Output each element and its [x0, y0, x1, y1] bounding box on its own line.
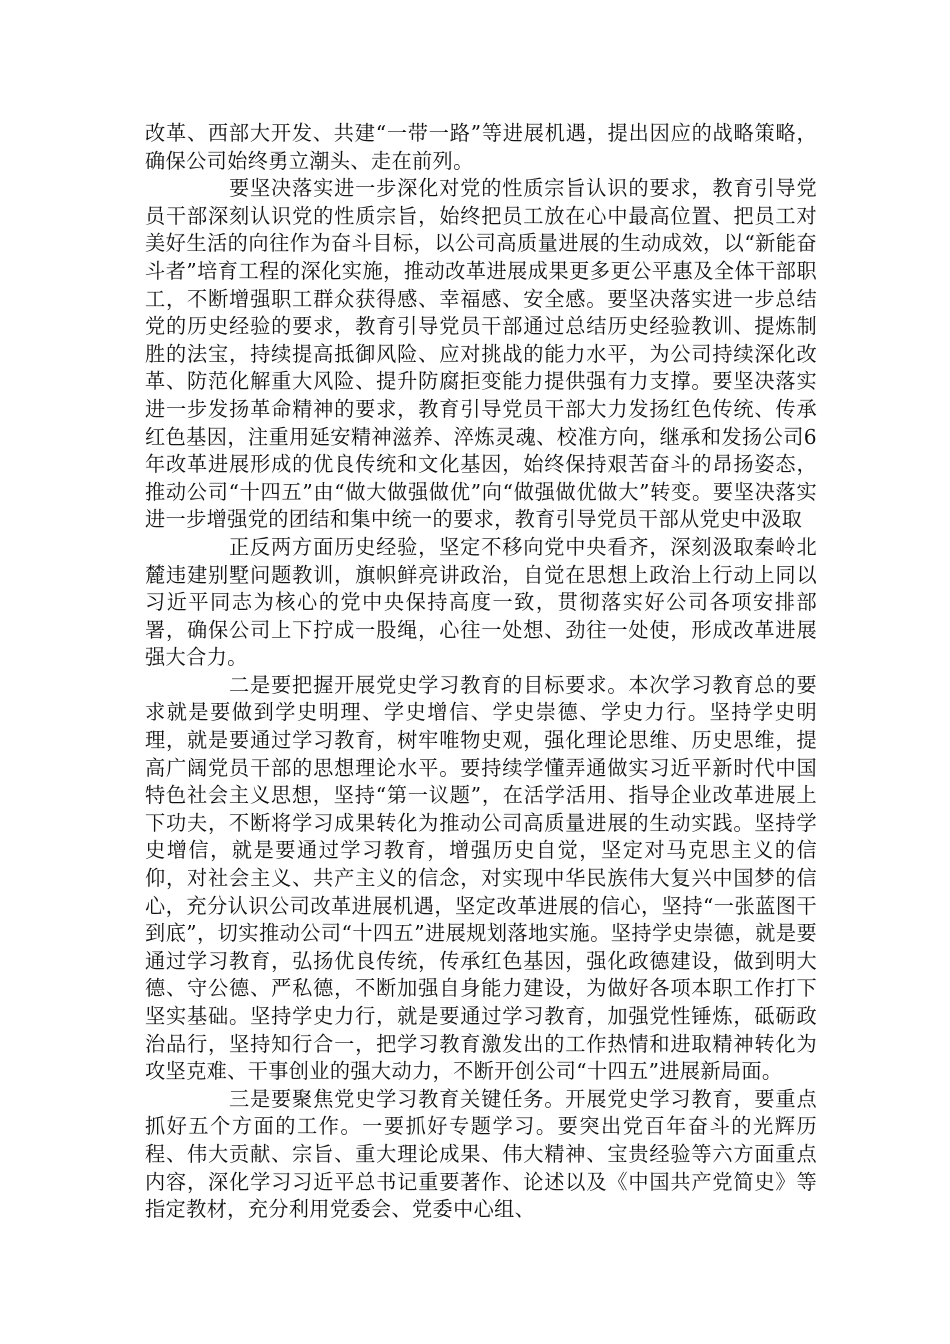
- paragraph-2: 要坚决落实进一步深化对党的性质宗旨认识的要求，教育引导党员干部深刻认识党的性质宗旨，始终把员工放在心中最高位置、把员工对美好生活的向往作为奋斗目标，以公司高质量进展的生动成效，以“新能奋斗者”培育工程的深化实施，推动改革进展成果更多更公平惠及全体干部职工，不断增强职工群众获得感、幸福感、安全感。要坚决落实进一步总结党的历史经验的要求，教育引导党员干部通过总结历史经验教训、提炼制胜的法宝，持续提高抵御风险、应对挑战的能力水平，为公司持续深化改革、防范化解重大风险、提升防腐拒变能力提供强有力支撑。要坚决落实进一步发扬革命精神的要求，教育引导党员干部大力发扬红色传统、传承红色基因，注重用延安精神滋养、淬炼灵魂、校准方向，继承和发扬公司6 年改革进展形成的优良传统和文化基因，始终保持艰苦奋斗的昂扬姿态，推动公司“十四五”由“做大做强做优”向“做强做优做大”转变。要坚决落实进一步增强党的团结和集中统一的要求，教育引导党员干部从党史中汲取: [145, 176, 817, 532]
- paragraph-3: 正反两方面历史经验，坚定不移向党中央看齐，深刻汲取秦岭北麓违建别墅问题教训，旗帜鲜亮讲政治，自觉在思想上政治上行动上同以习近平同志为核心的党中央保持高度一致，贯彻落实好公司各项安排部署，确保公司上下拧成一股绳，心往一处想、劲往一处使，形成改革进展强大合力。: [145, 534, 817, 670]
- paragraph-4: 二是要把握开展党史学习教育的目标要求。本次学习教育总的要求就是要做到学史明理、学史增信、学史崇德、学史力行。坚持学史明理，就是要通过学习教育，树牢唯物史观，强化理论思维、历史思维，提高广阔党员干部的思想理论水平。要持续学懂弄通做实习近平新时代中国特色社会主义思想，坚持“第一议题”，在活学活用、指导企业改革进展上下功夫，不断将学习成果转化为推动公司高质量进展的生动实践。坚持学史增信，就是要通过学习教育，增强历史自觉，坚定对马克思主义的信仰，对社会主义、共产主义的信念，对实现中华民族伟大复兴中国梦的信心，充分认识公司改革进展机遇，坚定改革进展的信心，坚持“一张蓝图干到底”，切实推动公司“十四五”进展规划落地实施。坚持学史崇德，就是要通过学习教育，弘扬优良传统，传承红色基因，强化政德建设，做到明大德、守公德、严私德，不断加强自身能力建设，为做好各项本职工作打下坚实基础。坚持学史力行，就是要通过学习教育，加强党性锤炼，砥砺政治品行，坚持知行合一，把学习教育激发出的工作热情和进取精神转化为攻坚克难、干事创业的强大动力，不断开创公司“十四五”进展新局面。: [145, 672, 817, 1084]
- document-body: [145, 120, 817, 1224]
- paragraph-1: 改革、西部大开发、共建“一带一路”等进展机遇，提出因应的战略策略，确保公司始终勇立潮头、走在前列。: [145, 121, 817, 173]
- paragraph-5: 三是要聚焦党史学习教育关键任务。开展党史学习教育，要重点抓好五个方面的工作。一要抓好专题学习。要突出党百年奋斗的光辉历程、伟大贡献、宗旨、重大理论成果、伟大精神、宝贵经验等六方面重点内容，深化学习习近平总书记重要著作、论述以及《中国共产党简史》等指定教材，充分利用党委会、党委中心组、: [145, 1086, 817, 1222]
